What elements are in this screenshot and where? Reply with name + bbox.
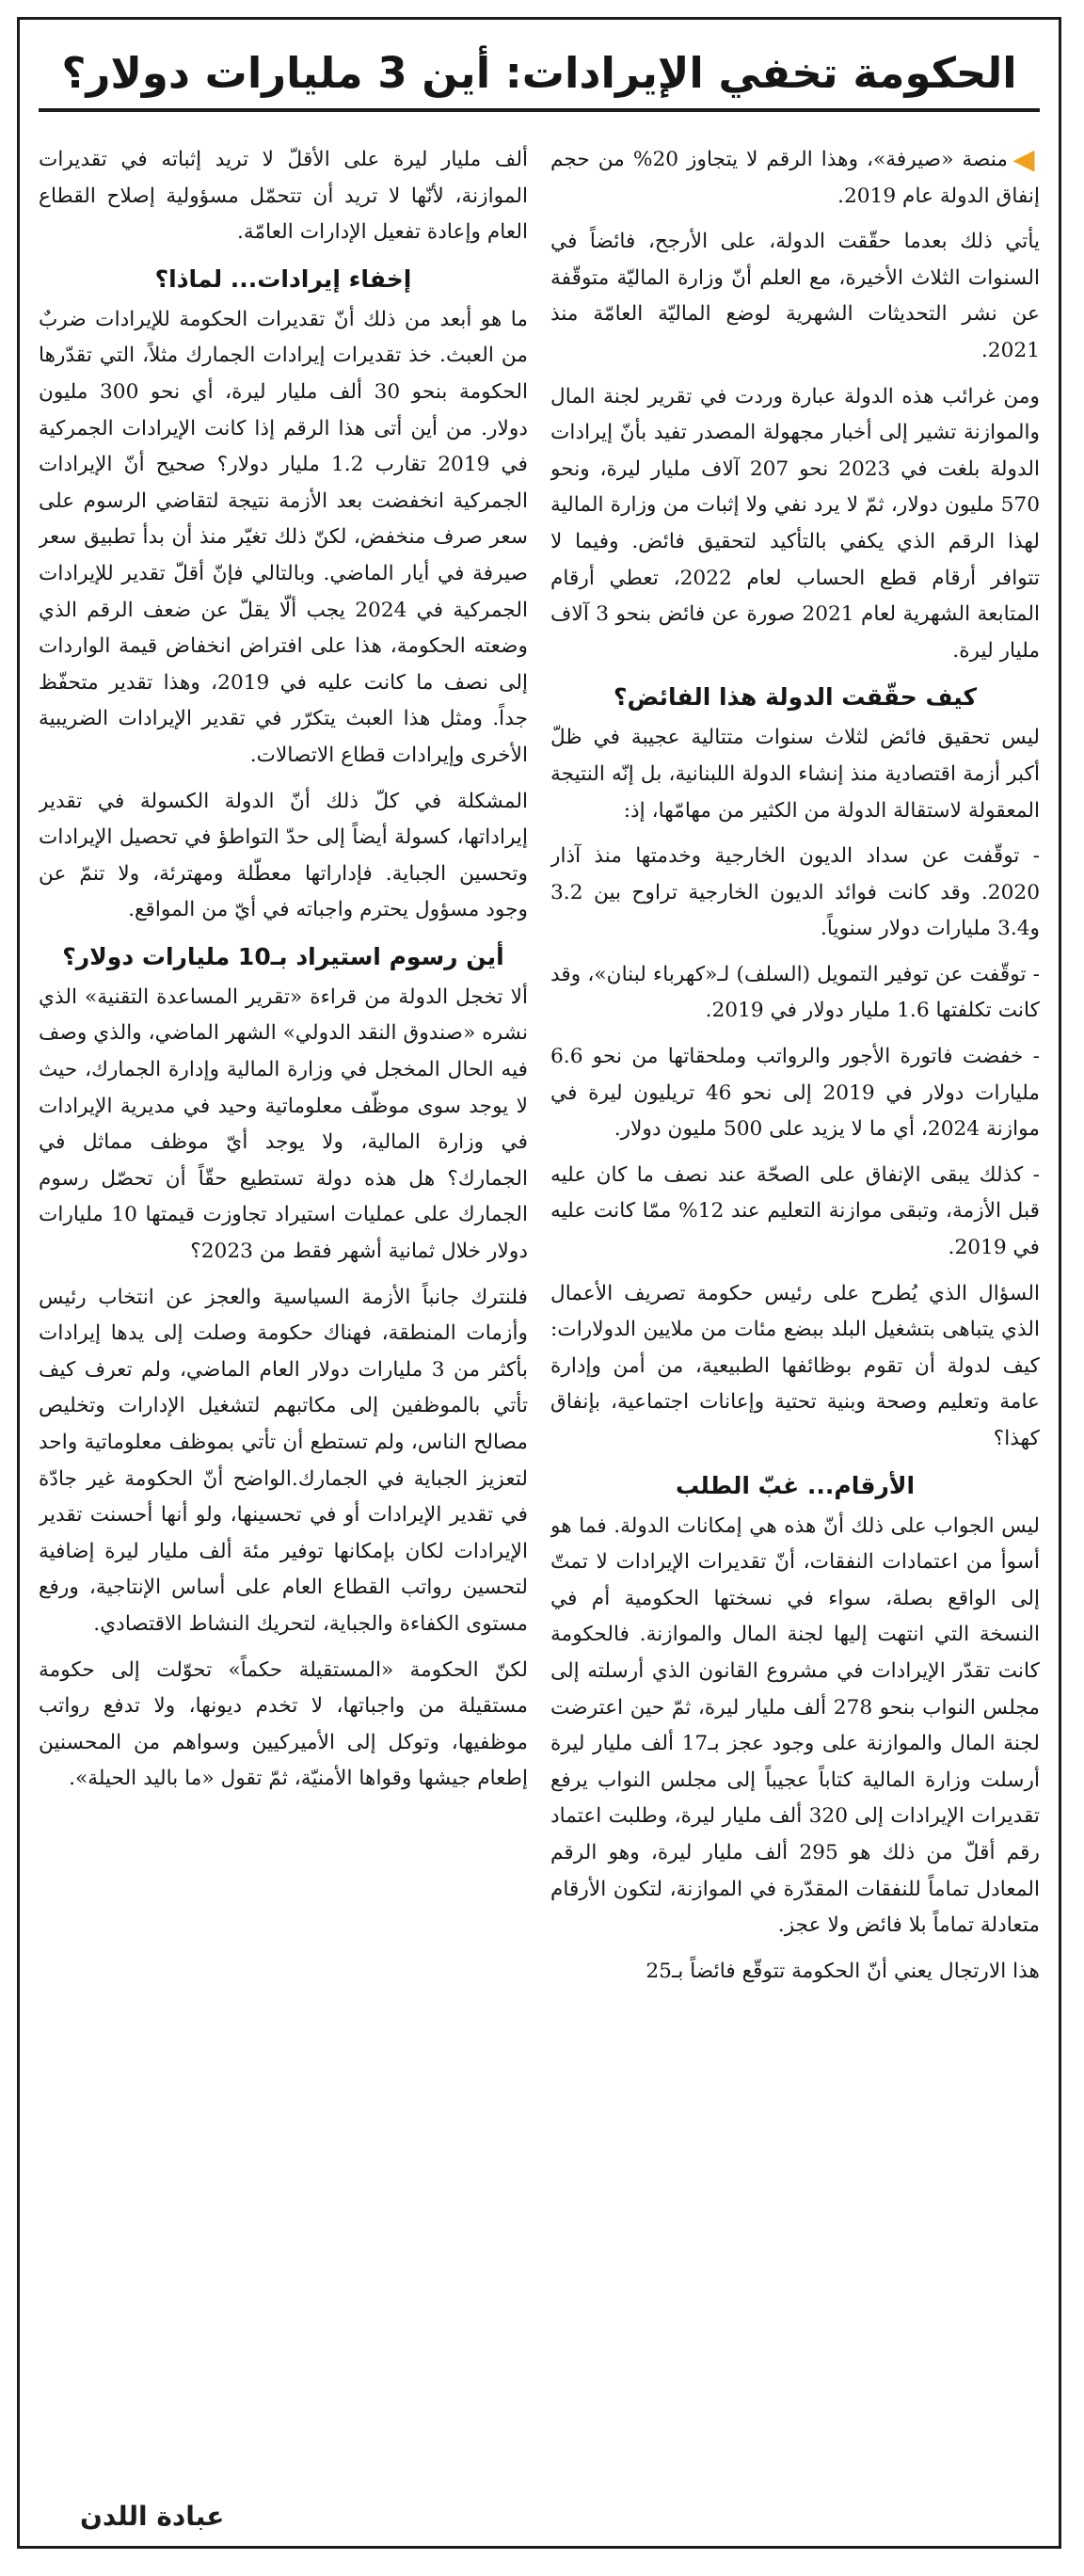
article-columns: [39, 142, 1040, 2499]
section-heading: كيف حقّقت الدولة هذا الفائض؟: [614, 683, 977, 712]
article-paragraph: - خفضت فاتورة الأجور والرواتب وملحقاتها من نحو 6.6 مليارات دولار في 2019 إلى نحو 46 تريليون ليرة في موازنة 2024، أي ما لا يزيد على 500 مليون دولار.: [550, 1045, 1040, 1142]
article-frame: [17, 17, 1061, 2549]
paragraph-text: منصة «صيرفة»، وهذا الرقم لا يتجاوز 20% من حجم إنفاق الدولة عام 2019.: [550, 148, 1040, 208]
article-paragraph: ألا تخجل الدولة من قراءة «تقرير المساعدة التقنية» الذي نشره «صندوق النقد الدولي» الشهر الماضي، والذي وصف فيه الحال المخجل في وزارة المالية وإدارة الجمارك، حيث لا يوجد سوى موظّف معلوماتية وحيد في مديرية الإيرادات في وزارة المالية، ولا يوجد أيّ موظف مماثل في الجمارك؟ هل هذه دولة تستطيع حقّاً أن تحصّل رسوم الجمارك على عمليات استيراد تجاوزت قيمتها 10 مليارات دولار خلال ثمانية أشهر فقط من 2023؟: [39, 984, 528, 1264]
orange-arrow-icon: ◀: [1012, 143, 1035, 176]
article-headline: الحكومة تخفي الإيرادات: أين 3 مليارات دولار؟: [61, 48, 1017, 98]
section-heading: إخفاء إيرادات... لماذا؟: [154, 264, 412, 293]
article-paragraph: ليس الجواب على ذلك أنّ هذه هي إمكانات الدولة. فما هو أسوأ من اعتمادات النفقات، أنّ تقديرات الإيرادات لا تمتّ إلى الواقع بصلة، سواء في نسختها الحكومية أم في النسخة التي انتهت إليها لجنة المال والموازنة. فالحكومة كانت تقدّر الإيرادات في مشروع القانون الذي أرسلته إلى مجلس النواب بنحو 278 ألف مليار ليرة، ثمّ حين اعترضت لجنة المال والموازنة على وجود عجز بـ17 ألف مليار ليرة أرسلت وزارة المالية كتاباً عجيباً إلى مجلس النواب يرفع تقديرات الإيرادات إلى 320 ألف مليار ليرة، وطلبت اعتماد رقم أقلّ من ذلك هو 295 ألف مليار ليرة، وهو الرقم المعادل تماماً للنفقات المقدّرة في الموازنة، لتكون الأرقام متعادلة تماماً بلا فائض ولا عجز.: [550, 1513, 1040, 1938]
article-paragraph: - توقّفت عن سداد الديون الخارجية وخدمتها منذ آذار 2020. وقد كانت فوائد الديون الخارجية تراوح بين 3.2 و3.4 مليارات دولار سنوياً.: [550, 844, 1040, 941]
article-paragraph: ليس تحقيق فائض لثلاث سنوات متتالية عجيبة في ظلّ أكبر أزمة اقتصادية منذ إنشاء الدولة اللبنانية، بل إنّه النتيجة المعقولة لاستقالة الدولة من الكثير من مهامّها، إذ:: [550, 726, 1040, 823]
article-paragraph: فلنترك جانباً الأزمة السياسية والعجز عن انتخاب رئيس وأزمات المنطقة، فهناك حكومة وصلت إلى يدها إيرادات بأكثر من 3 مليارات دولار العام الماضي، ولم تعرف كيف تأتي بالموظفين إلى مكاتبهم لتشغيل الإدارات وتخليص مصالح الناس، ولم تستطع أن تأتي بموظف معلوماتية واحد لتعزيز الجباية في الجمارك.الواضح أنّ الحكومة غير جادّة في تقدير الإيرادات أو في تحسينها، ولو أنها أحسنت تقدير الإيرادات لكان بإمكانها توفير مئة ألف مليار ليرة إضافية لتحسين رواتب القطاع العام على أساس الإنتاجية، ورفع مستوى الكفاءة والجباية، لتحريك النشاط الاقتصادي.: [39, 1285, 528, 1636]
section-heading: الأرقام... غبّ الطلب: [675, 1471, 916, 1499]
article-paragraph: - توقّفت عن توفير التمويل (السلف) لـ«كهرباء لبنان»، وقد كانت تكلفتها 1.6 مليار دولار في 2019.: [550, 962, 1040, 1023]
article-paragraph: - كذلك يبقى الإنفاق على الصحّة عند نصف ما كان عليه قبل الأزمة، وتبقى موازنة التعليم عند 12% ممّا كانت عليه في 2019.: [550, 1162, 1040, 1260]
left-column: [39, 142, 528, 2499]
article-paragraph: لكنّ الحكومة «المستقيلة حكماً» تحوّلت إلى حكومة مستقيلة من واجباتها، لا تخدم ديونها، ولا تدفع رواتب موظفيها، وتوكل إلى الأميركيين وسواهم من المحسنين إطعام جيشها وقواها الأمنيّة، ثمّ تقول «ما باليد الحيلة».: [39, 1657, 528, 1791]
section-heading: أين رسوم استيراد بـ10 مليارات دولار؟: [62, 942, 504, 970]
article-paragraph: ألف مليار ليرة على الأقلّ لا تريد إثباته في تقديرات الموازنة، لأنّها لا تريد أن تتحمّل مسؤولية إصلاح القطاع العام وإعادة تفعيل الإدارات العامّة.: [39, 148, 528, 245]
article-paragraph: هذا الارتجال يعني أنّ الحكومة تتوقّع فائضاً بـ25: [646, 1959, 1040, 1983]
right-column: [550, 142, 1040, 2499]
article-paragraph: المشكلة في كلّ ذلك أنّ الدولة الكسولة في تقدير إيراداتها، كسولة أيضاً إلى حدّ التواطؤ في تحصيل الإيرادات وتحسين الجباية. فإداراتها معطّلة ومهترئة، ولا تنمّ عن وجود مسؤول يحترم واجباته في أيّ من المواقع.: [39, 789, 528, 922]
article-paragraph: ومن غرائب هذه الدولة عبارة وردت في تقرير لجنة المال والموازنة تشير إلى أخبار مجهولة المصدر تفيد بأنّ إيرادات الدولة بلغت في 2023 نحو 207 آلاف مليار ليرة، ونحو 570 مليون دولار، ثمّ لا يرد نفي ولا إثبات من وزارة المالية لهذا الرقم الذي يكفي بالتأكيد لتحقيق فائض. وفيما لا تتوافر أرقام قطع الحساب لعام 2022، تعطي أرقام المتابعة الشهرية لعام 2021 صورة عن فائض بنحو 3 آلاف مليار ليرة.: [550, 384, 1040, 663]
article-paragraph: السؤال الذي يُطرح على رئيس حكومة تصريف الأعمال الذي يتباهى بتشغيل البلد ببضع مئات من ملايين الدولارات: كيف لدولة أن تقوم بوظائفها الطبيعية، من أمن وإدارة عامة وتعليم وصحة وبنية تحتية وإعانات اجتماعية، بإنفاق كهذا؟: [550, 1281, 1040, 1450]
headline-divider: [39, 108, 1040, 112]
article-paragraph: يأتي ذلك بعدما حقّقت الدولة، على الأرجح، فائضاً في السنوات الثلاث الأخيرة، مع العلم أنّ وزارة الماليّة متوقّفة عن نشر التحديثات الشهرية لوضع الماليّة العامّة منذ 2021.: [550, 230, 1040, 362]
article-paragraph: [550, 142, 1040, 215]
article-paragraph: ما هو أبعد من ذلك أنّ تقديرات الحكومة للإيرادات ضربٌ من العبث. خذ تقديرات إيرادات الجمارك مثلاً، التي تقدّرها الحكومة بنحو 30 ألف مليار ليرة، أي نحو 300 مليون دولار. من أين أتى هذا الرقم إذا كانت الإيرادات الجمركية في 2019 تقارب 1.2 مليار دولار؟ صحيح أنّ الإيرادات الجمركية انخفضت بعد الأزمة نتيجة لتقاضي الرسوم على سعر صرف منخفض، لكنّ ذلك تغيّر منذ أن بدأ تطبيق سعر صيرفة في أيار الماضي. وبالتالي فإنّ أقلّ تقدير للإيرادات الجمركية في 2024 يجب ألّا يقلّ عن ضعف الرقم الذي وضعته الحكومة، هذا على افتراض انخفاض قيمة الواردات إلى نصف ما كانت عليه في 2019، وهذا تقدير متحفّظ جداً. ومثل هذا العبث يتكرّر في تقدير الإيرادات الضريبية الأخرى وإيرادات قطاع الاتصالات.: [39, 307, 528, 767]
author-byline: عبادة اللدن: [80, 2501, 225, 2532]
